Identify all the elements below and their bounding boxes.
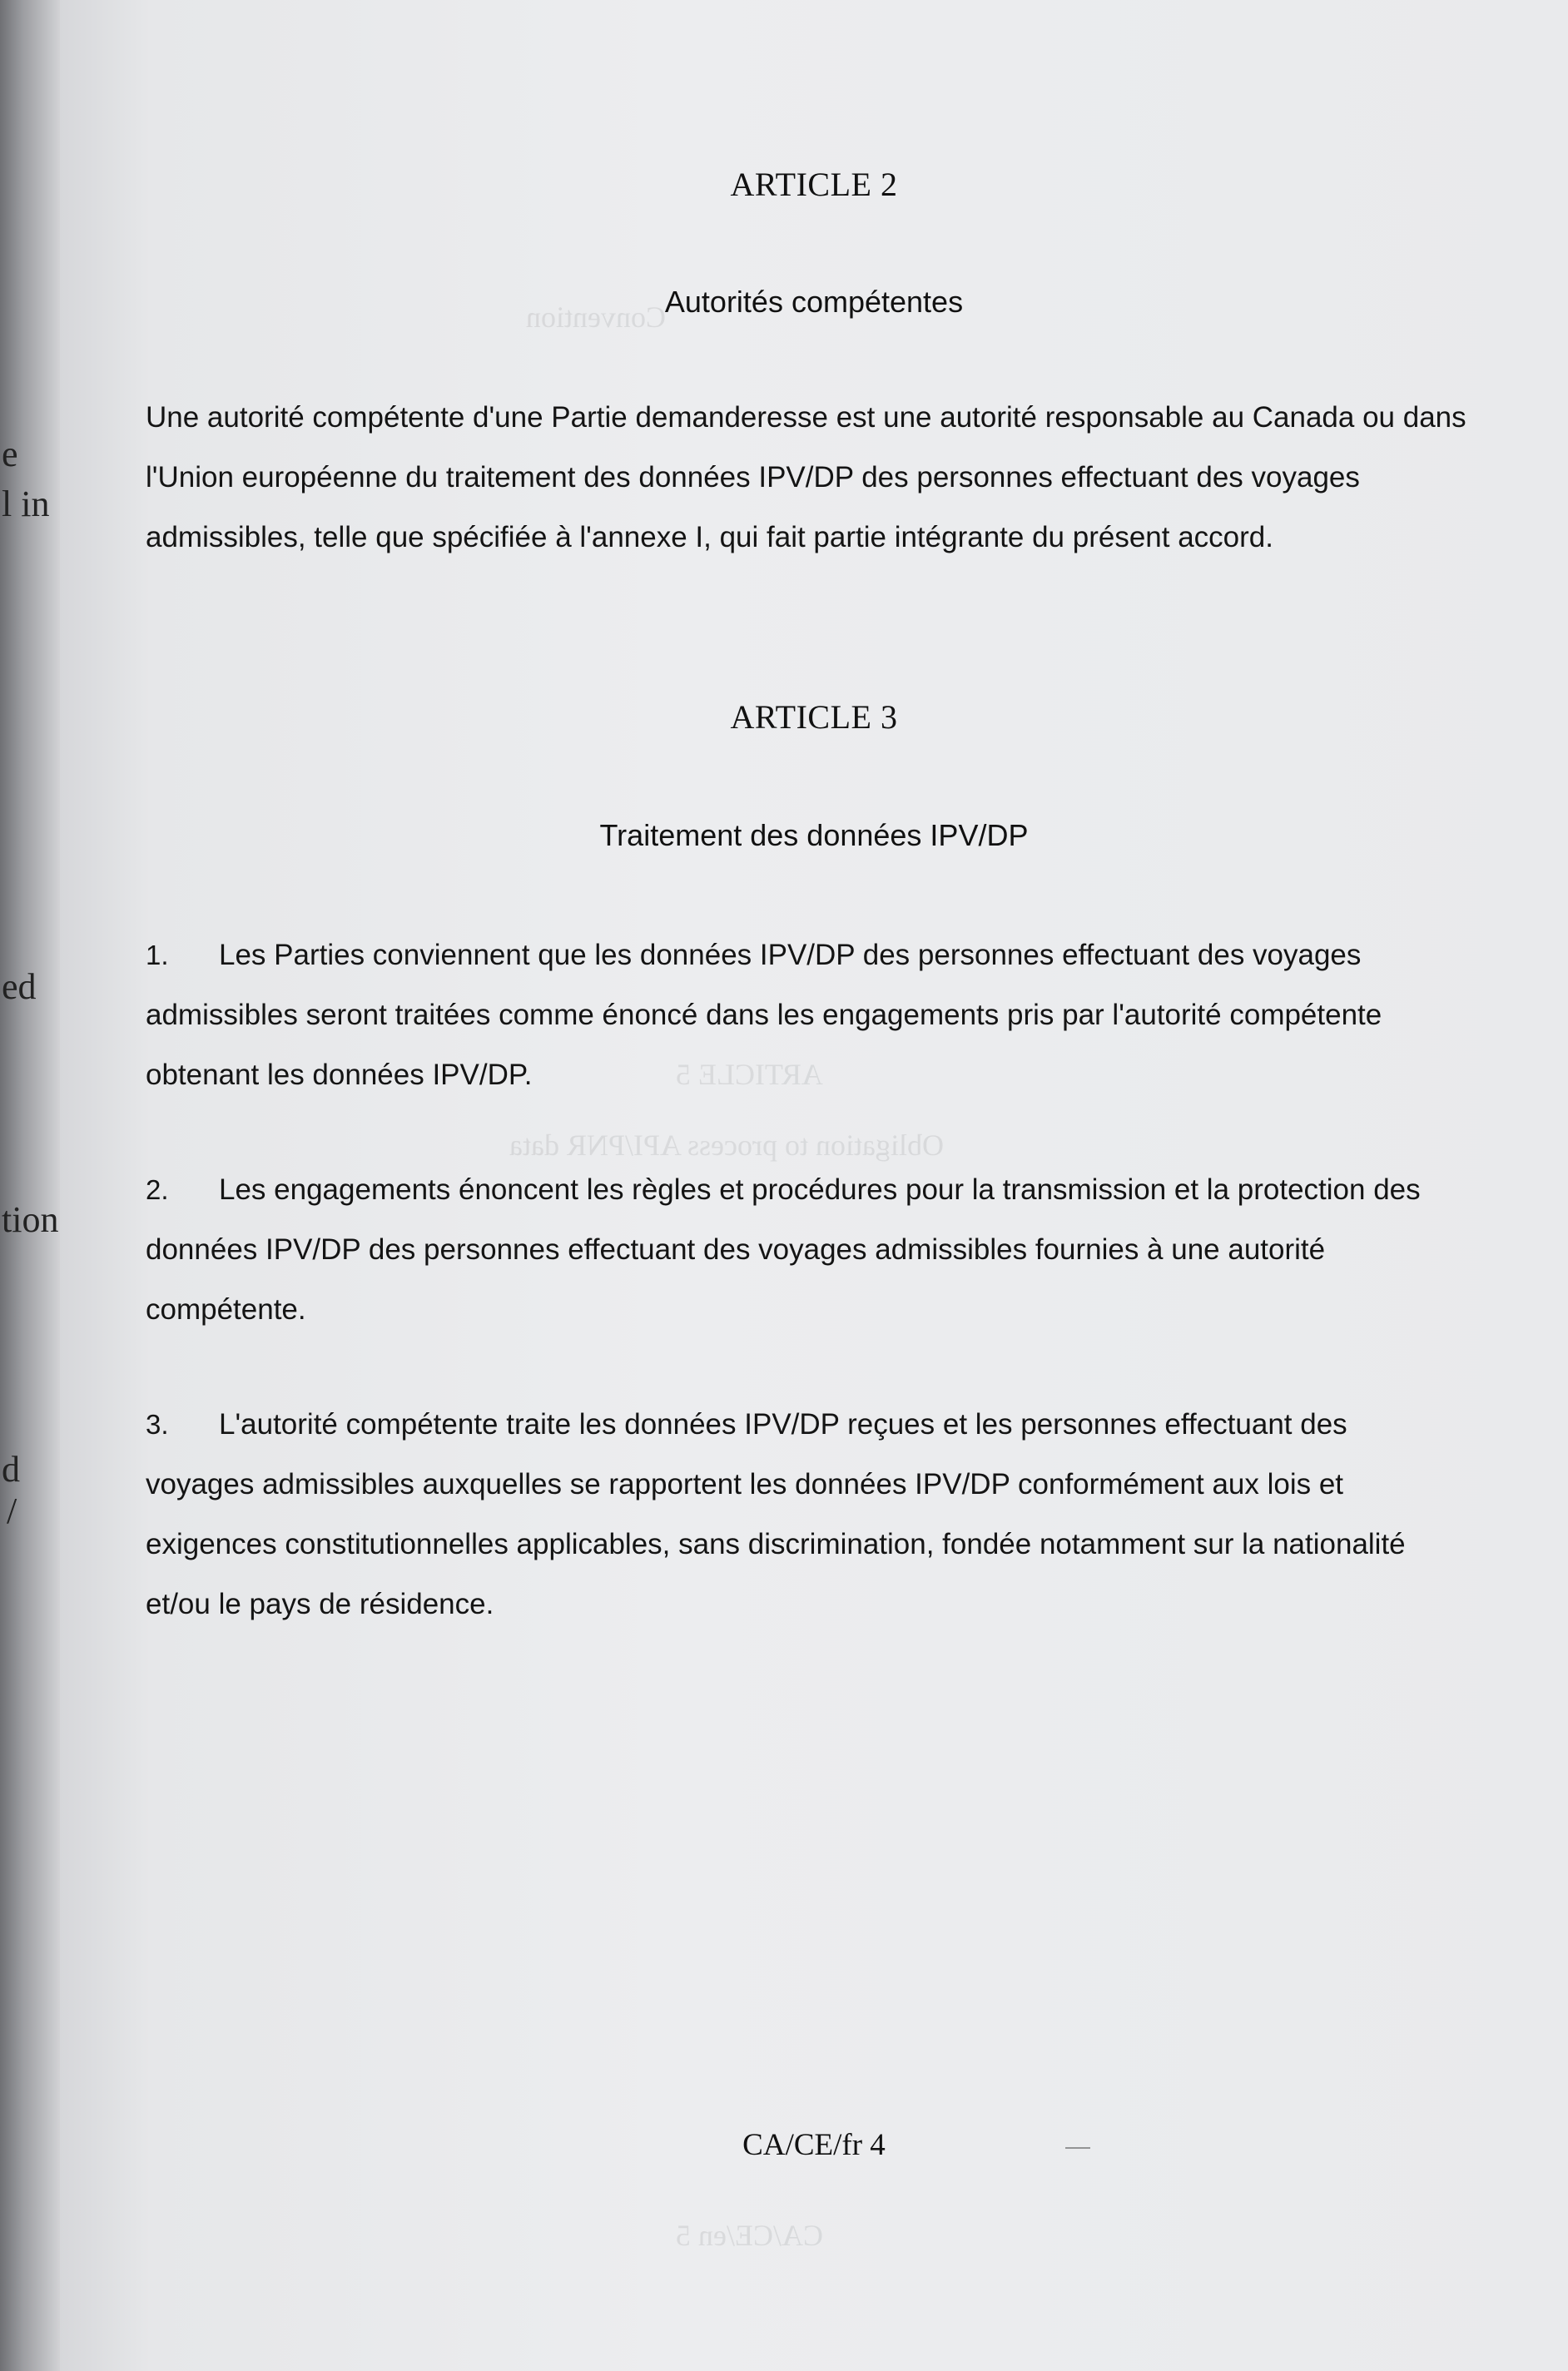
text-line: données IPV/DP des personnes effectuant des voyages admissibles fournies à une autorité <box>146 1233 1326 1266</box>
article-3-paragraph-3 <box>146 1395 1527 1634</box>
bleed-through-text: ARTICLE 5 <box>676 1058 823 1091</box>
text-line: voyages admissibles auxquelles se rapportent les données IPV/DP conformément aux lois et <box>146 1468 1344 1500</box>
bleed-through-text: CA/CE/en 5 <box>676 2219 823 2252</box>
article-3-title: Traitement des données IPV/DP <box>599 818 1029 852</box>
text-line: 3. L'autorité compétente traite les données IPV/DP reçues et les personnes effectuant des <box>146 1395 1527 1455</box>
facing-page-fragment: tion <box>2 1199 59 1240</box>
text-line: admissibles seront traitées comme énoncé dans les engagements pris par l'autorité compétente <box>146 999 1382 1031</box>
facing-page-fragment: ed <box>2 966 37 1007</box>
paragraph-number: 2. <box>146 1174 169 1205</box>
text-line: 2. Les engagements énoncent les règles et procédures pour la transmission et la protection des <box>146 1160 1527 1220</box>
text-line: et/ou le pays de résidence. <box>146 1588 494 1620</box>
article-2-title: Autorités compétentes <box>664 285 964 319</box>
facing-page-fragment: e <box>2 434 18 474</box>
article-2-body <box>146 388 1527 568</box>
article-2-heading: ARTICLE 2 <box>730 166 898 203</box>
text-line: compétente. <box>146 1293 306 1326</box>
facing-page-fragment: / <box>7 1491 17 1531</box>
article-3-paragraph-1 <box>146 925 1527 1105</box>
text-line: l'Union européenne du traitement des données IPV/DP des personnes effectuant des voyages <box>146 461 1360 494</box>
facing-page-fragment: d <box>2 1449 20 1490</box>
facing-page-edge <box>0 0 58 2371</box>
text-line: 1. Les Parties conviennent que les données IPV/DP des personnes effectuant des voyages <box>146 925 1527 985</box>
article-3-heading: ARTICLE 3 <box>730 698 898 736</box>
text-line: exigences constitutionnelles applicables, sans discrimination, fondée notamment sur la nationalité <box>146 1528 1406 1560</box>
article-3-paragraph-2 <box>146 1160 1527 1340</box>
bleed-through-text: Obligation to process API/PNR data <box>509 1128 944 1162</box>
page-footer-reference: CA/CE/fr 4 <box>742 2128 886 2162</box>
document-page <box>60 0 1568 2371</box>
paragraph-number: 1. <box>146 940 169 970</box>
paragraph-number: 3. <box>146 1409 169 1440</box>
bleed-through-text: Convention <box>526 300 666 334</box>
text-line: Une autorité compétente d'une Partie demanderesse est une autorité responsable au Canada ou dans <box>146 401 1466 434</box>
text-line: admissibles, telle que spécifiée à l'annexe I, qui fait partie intégrante du présent accord. <box>146 521 1273 553</box>
text-line: obtenant les données IPV/DP. <box>146 1059 533 1091</box>
footer-mark <box>1065 2147 1090 2149</box>
facing-page-fragment: l in <box>2 484 50 524</box>
